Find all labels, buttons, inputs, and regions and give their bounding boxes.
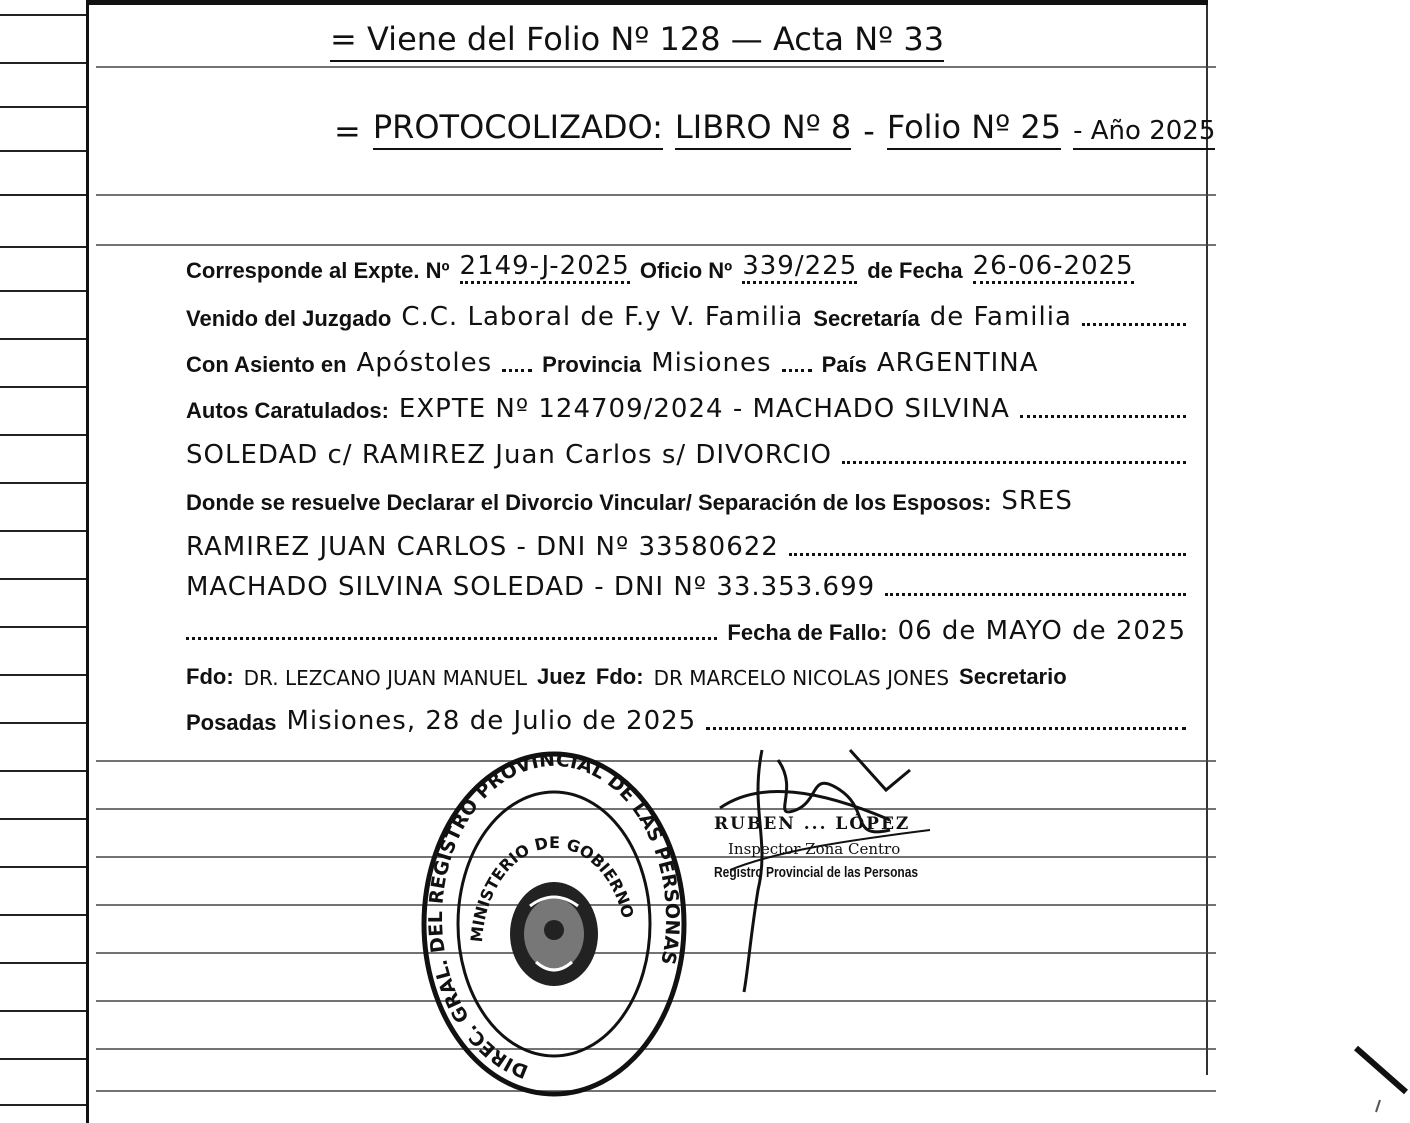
row-asiento: [186, 344, 1186, 378]
row-firmas: [186, 656, 1186, 690]
fallo-label: Fecha de Fallo:: [727, 620, 888, 645]
venido-label: Venido del Juzgado: [186, 306, 392, 331]
corresponde-label: Corresponde al Expte. Nº: [186, 258, 450, 283]
libro-value: LIBRO Nº 8: [675, 108, 851, 150]
provincia-value: Misiones: [651, 348, 772, 378]
fdo2-value: DR MARCELO NICOLAS JONES: [653, 666, 950, 690]
signature-block: [700, 730, 1000, 1000]
stamp-name: RUBEN ... LÓPEZ: [714, 814, 911, 834]
autos-label: Autos Caratulados:: [186, 398, 389, 423]
dotted-fill: [502, 369, 532, 372]
row-autos: [186, 390, 1186, 424]
juzgado-value: C.C. Laboral de F.y V. Familia: [401, 302, 804, 332]
dotted-fill: [1020, 415, 1186, 418]
folio-value: Folio Nº 25: [887, 108, 1061, 150]
pais-label: País: [821, 352, 867, 377]
dotted-fill: [186, 637, 717, 640]
official-seal: [418, 748, 690, 1100]
spouse-2: MACHADO SILVINA SOLEDAD - DNI Nº 33.353.699: [186, 572, 876, 602]
row-venido: [186, 298, 1186, 332]
coat-of-arms-icon: [510, 882, 598, 986]
row-resuelve: [186, 482, 1186, 516]
juez-label: Juez: [537, 664, 586, 689]
dotted-fill: [842, 461, 1186, 464]
secretaria-label: Secretaría: [813, 306, 920, 331]
dotted-fill: [885, 593, 1186, 596]
expte-value: 2149-J-2025: [460, 251, 630, 284]
secretaria-value: de Familia: [929, 302, 1072, 332]
header-equals: =: [334, 112, 361, 150]
asiento-value: Apóstoles: [356, 348, 493, 378]
row-autos-cont: [186, 436, 1186, 470]
autos-value-1: EXPTE Nº 124709/2024 - MACHADO SILVINA: [398, 394, 1010, 424]
row-posadas: [186, 702, 1186, 736]
asiento-label: Con Asiento en: [186, 352, 347, 377]
seal-graphic: [418, 748, 690, 1100]
row-spouse-1: [186, 528, 1186, 562]
fdo2-label: Fdo:: [595, 664, 644, 689]
posadas-value: Misiones, 28 de Julio de 2025: [286, 706, 697, 736]
row-spouse-2: [186, 568, 1186, 602]
header-folio-line: [330, 20, 944, 58]
provincia-label: Provincia: [542, 352, 642, 377]
stamp-title: Inspector Zona Centro: [728, 840, 901, 858]
fecha-value: 26-06-2025: [973, 251, 1134, 284]
top-border: [86, 0, 1208, 5]
fecha-label: de Fecha: [867, 258, 963, 283]
row-corresponde: [186, 250, 1186, 284]
header-protocolizado-line: [334, 108, 1215, 150]
margin-rule-right: [1206, 0, 1208, 1075]
stamp-office: Registro Provincial de las Personas: [714, 864, 919, 881]
dotted-fill: [789, 553, 1186, 556]
dotted-fill: [1082, 323, 1186, 326]
protocolizado-label: PROTOCOLIZADO:: [373, 108, 663, 150]
dotted-fill: [782, 369, 812, 372]
resuelve-value: SRES: [1001, 486, 1073, 516]
fdo1-label: Fdo:: [186, 664, 234, 689]
pais-value: ARGENTINA: [876, 348, 1039, 378]
oficio-label: Oficio Nº: [639, 258, 733, 283]
secretario-label: Secretario: [959, 664, 1067, 689]
autos-value-2: SOLEDAD c/ RAMIREZ Juan Carlos s/ DIVORCIO: [186, 440, 832, 470]
resuelve-label: Donde se resuelve Declarar el Divorcio Vincular/ Separación de los Esposos:: [186, 490, 992, 515]
corner-mark: [1350, 1040, 1410, 1120]
posadas-label: Posadas: [186, 710, 277, 735]
fallo-value: 06 de MAYO de 2025: [897, 616, 1186, 646]
header-separator: -: [863, 112, 875, 150]
fdo1-value: DR. LEZCANO JUAN MANUEL: [243, 666, 527, 690]
seal-inner-text: MINISTERIO DE GOBIERNO: [466, 832, 638, 944]
oficio-value: 339/225: [742, 251, 857, 284]
row-fallo: [186, 612, 1186, 646]
anio-value: - Año 2025: [1073, 116, 1215, 150]
seal-outer-text: DIREC. GRAL. DEL REGISTRO PROVINCIAL DE LAS PERSONAS: [425, 748, 684, 1083]
folio-text: = Viene del Folio Nº 128 — Acta Nº 33: [330, 20, 944, 62]
spouse-1: RAMIREZ JUAN CARLOS - DNI Nº 33580622: [186, 532, 779, 562]
margin-rule-left: [86, 0, 89, 1123]
